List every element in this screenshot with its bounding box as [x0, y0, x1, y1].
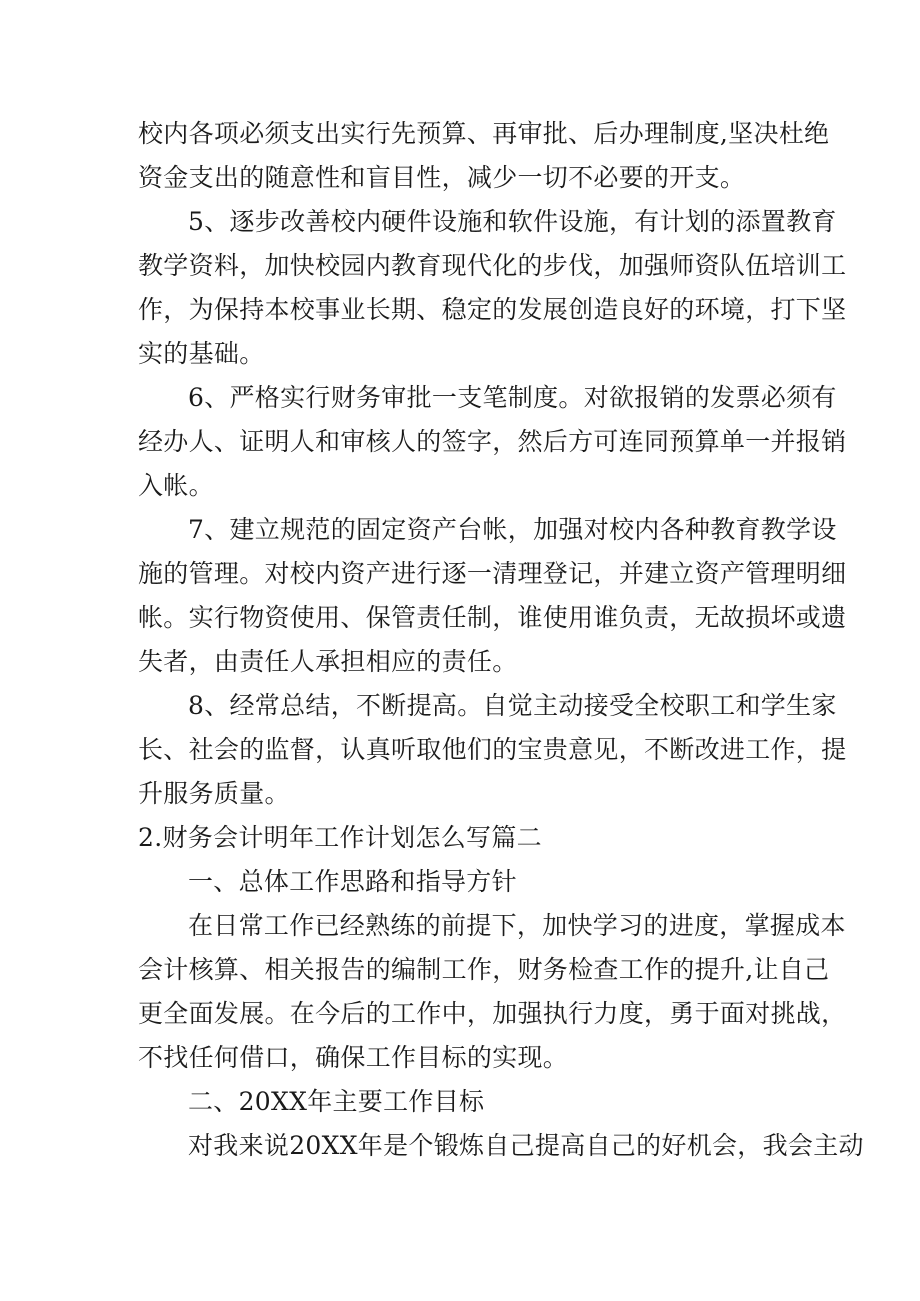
text-line: 实的基础。	[138, 339, 265, 368]
paragraph-overall-approach	[138, 904, 847, 1080]
paragraph-item-7	[138, 508, 847, 684]
subheading-overall-approach	[138, 860, 798, 904]
text-line: 长、社会的监督，认真听取他们的宝贵意见，不断改进工作，提	[138, 735, 847, 764]
text-line: 7、建立规范的固定资产台帐，加强对校内各种教育教学设	[188, 515, 837, 544]
text-line: 6、严格实行财务审批一支笔制度。对欲报销的发票必须有	[188, 383, 837, 412]
paragraph-budget-approval	[138, 112, 830, 200]
paragraph-item-6	[138, 376, 847, 508]
subheading-main-goals	[138, 1080, 798, 1124]
paragraph-main-goals	[138, 1124, 864, 1168]
section-title: 2.财务会计明年工作计划怎么写篇二	[138, 823, 542, 852]
text-line: 失者，由责任人承担相应的责任。	[138, 647, 518, 676]
paragraph-item-5	[138, 200, 847, 376]
text-line: 校内各项必须支出实行先预算、再审批、后办理制度,坚决杜绝	[138, 119, 830, 148]
text-line: 会计核算、相关报告的编制工作，财务检查工作的提升,让自己	[138, 955, 830, 984]
text-line: 作，为保持本校事业长期、稳定的发展创造良好的环境，打下坚	[138, 295, 847, 324]
text-line: 教学资料，加快校园内教育现代化的步伐，加强师资队伍培训工	[138, 251, 847, 280]
subheading-text: 二、20XX年主要工作目标	[188, 1087, 485, 1116]
paragraph-item-8	[138, 684, 847, 816]
text-line: 对我来说20XX年是个锻炼自己提高自己的好机会，我会主动	[188, 1131, 864, 1160]
text-line: 更全面发展。在今后的工作中，加强执行力度，勇于面对挑战，	[138, 999, 847, 1028]
text-line: 不找任何借口，确保工作目标的实现。	[138, 1043, 569, 1072]
text-line: 资金支出的随意性和盲目性，减少一切不必要的开支。	[138, 163, 746, 192]
text-line: 5、逐步改善校内硬件设施和软件设施，有计划的添置教育	[188, 207, 837, 236]
text-line: 帐。实行物资使用、保管责任制，谁使用谁负责，无故损坏或遗	[138, 603, 847, 632]
section-heading-part-two	[138, 816, 798, 860]
text-line: 入帐。	[138, 471, 214, 500]
text-line: 在日常工作已经熟练的前提下，加快学习的进度，掌握成本	[188, 911, 846, 940]
subheading-text: 一、总体工作思路和指导方针	[188, 867, 517, 896]
text-line: 8、经常总结，不断提高。自觉主动接受全校职工和学生家	[188, 691, 837, 720]
document-body	[138, 112, 864, 1168]
text-line: 经办人、证明人和审核人的签字，然后方可连同预算单一并报销	[138, 427, 847, 456]
text-line: 升服务质量。	[138, 779, 290, 808]
text-line: 施的管理。对校内资产进行逐一清理登记，并建立资产管理明细	[138, 559, 847, 588]
